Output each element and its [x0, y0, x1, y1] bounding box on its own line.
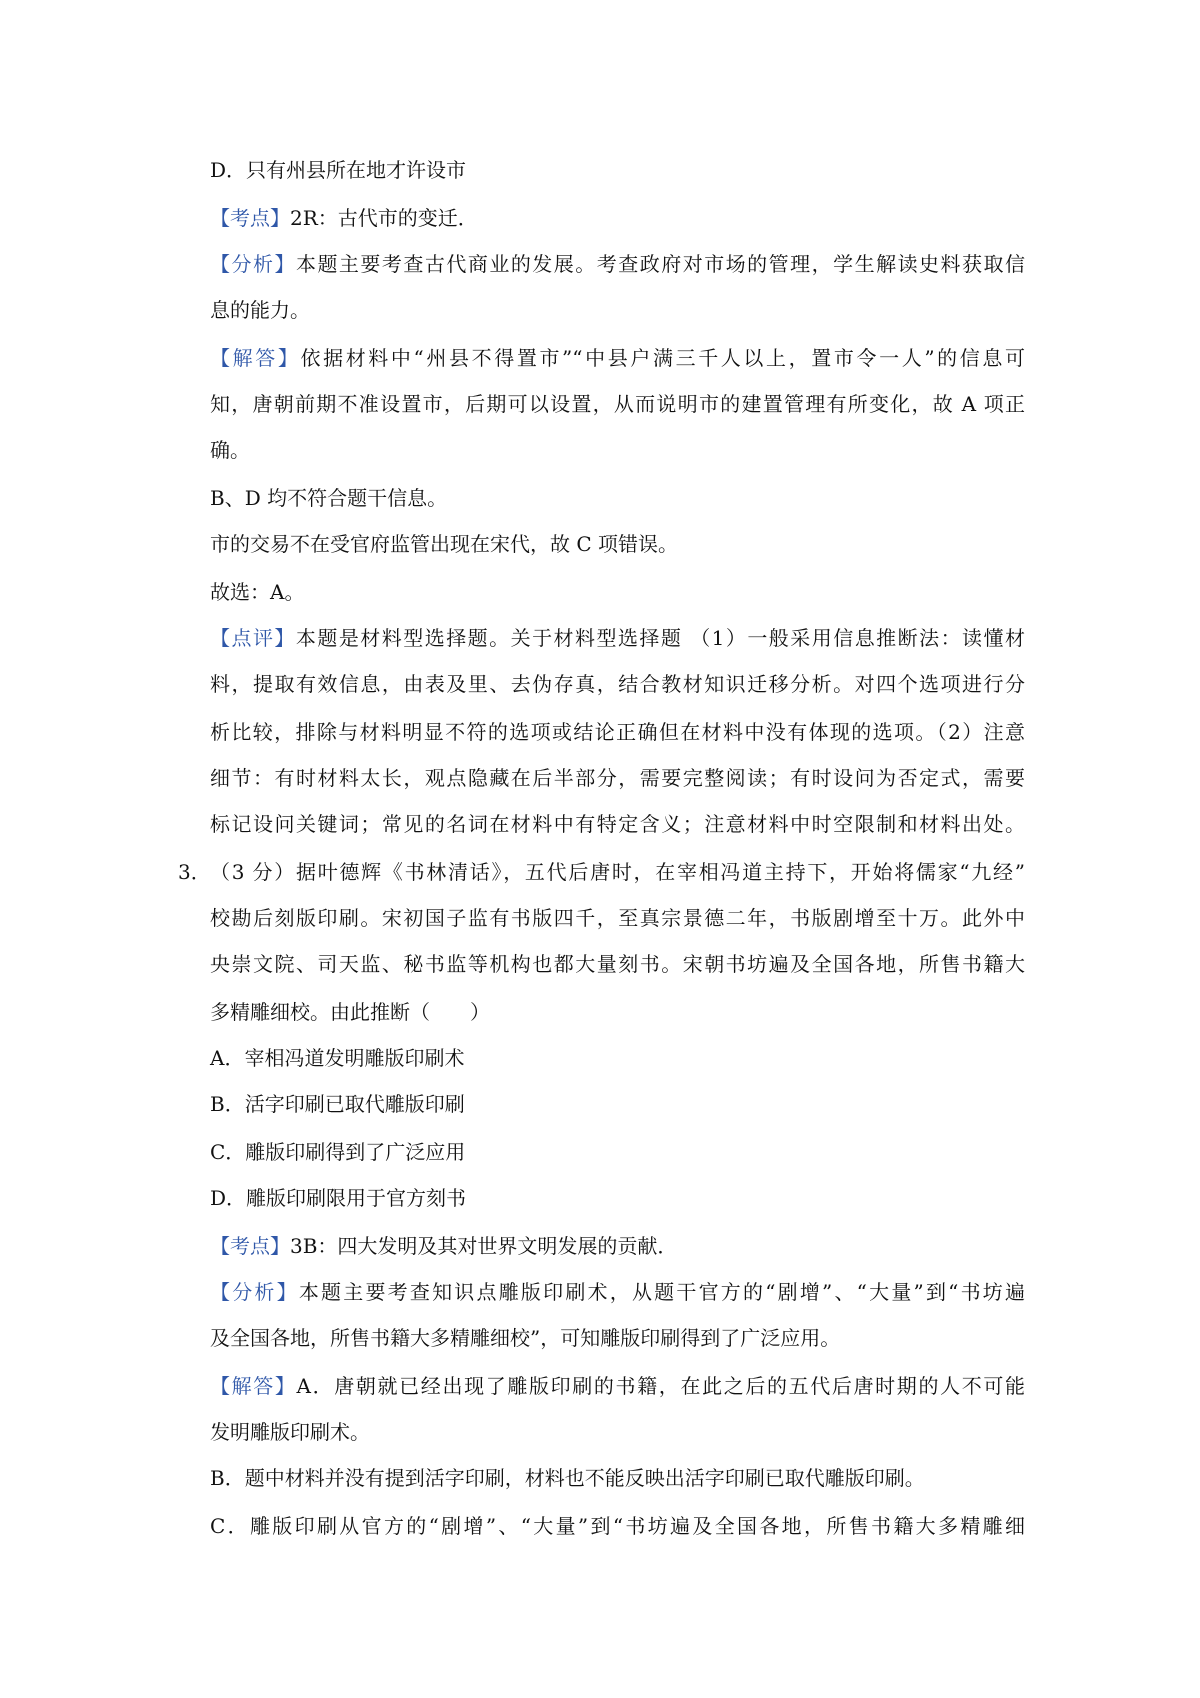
q3-jieda-line3: B．题中材料并没有提到活字印刷，材料也不能反映出活字印刷已取代雕版印刷。 [210, 1466, 925, 1490]
q3-stem-line1: （3 分）据叶德辉《书林清话》，五代后唐时，在宰相冯道主持下，开始将儒家“九经” [210, 860, 1025, 884]
dianping-text: 本题是材料型选择题。关于材料型选择题 （1）一般采用信息推断法：读懂材 [295, 626, 1025, 650]
kaodian-text: 3B：四大发明及其对世界文明发展的贡献． [290, 1234, 678, 1258]
q2-kaodian [210, 204, 1025, 232]
q3-number: 3． [178, 860, 211, 884]
fenxi-tag: 【分析】 [210, 1280, 299, 1304]
jieda-tag: 【解答】 [210, 1374, 297, 1398]
q2-jieda-line2: 知，唐朝前期不准设置市，后期可以设置，从而说明市的建置管理有所变化，故 A 项正 [210, 392, 1025, 416]
jieda-text: 依据材料中“州县不得置市”“中县户满三千人以上，置市令一人”的信息可 [300, 346, 1026, 370]
q3-stem-line3: 央崇文院、司天监、秘书监等机构也都大量刻书。宋朝书坊遍及全国各地，所售书籍大 [210, 952, 1025, 976]
fenxi-text: 本题主要考查古代商业的发展。考查政府对市场的管理，学生解读史料获取信 [295, 252, 1026, 276]
q2-jieda-line4: B、D 均不符合题干信息。 [210, 486, 448, 510]
q2-dianping-line5: 标记设问关键词；常见的名词在材料中有特定含义；注意材料中时空限制和材料出处。 [210, 812, 1025, 836]
q2-jieda-line3: 确。 [210, 438, 250, 462]
fenxi-tag: 【分析】 [210, 252, 296, 276]
q2-dianping-line3: 析比较，排除与材料明显不符的选项或结论正确但在材料中没有体现的选项。（2）注意 [210, 720, 1025, 744]
q2-jieda-line1 [210, 344, 1025, 372]
fenxi-text: 本题主要考查知识点雕版印刷术，从题干官方的“剧增”、“大量”到“书坊遍 [298, 1280, 1026, 1304]
kaodian-tag: 【考点】 [210, 206, 290, 230]
q2-jieda-line5: 市的交易不在受官府监管出现在宋代，故 C 项错误。 [210, 532, 679, 556]
q2-dianping-line2: 料，提取有效信息，由表及里、去伪存真，结合教材知识迁移分析。对四个选项进行分 [210, 672, 1025, 696]
q3-option-b: B．活字印刷已取代雕版印刷 [210, 1092, 465, 1116]
q3-stem-line4: 多精雕细校。由此推断（ ） [210, 1000, 490, 1024]
q3-option-d: D．雕版印刷限用于官方刻书 [210, 1186, 467, 1210]
q2-fenxi-line2: 息的能力。 [210, 298, 310, 322]
q3-kaodian [210, 1232, 1025, 1260]
q3-option-a: A．宰相冯道发明雕版印刷术 [210, 1046, 465, 1070]
jieda-text: A．唐朝就已经出现了雕版印刷的书籍，在此之后的五代后唐时期的人不可能 [296, 1374, 1025, 1398]
q2-dianping-line1 [210, 624, 1025, 652]
q2-fenxi-line1 [210, 250, 1025, 278]
kaodian-text: 2R：古代市的变迁． [290, 206, 478, 230]
q2-jieda-line6: 故选：A。 [210, 580, 305, 604]
q2-option-d: D．只有州县所在地才许设市 [210, 158, 467, 182]
q3-jieda-line4: C．雕版印刷从官方的“剧增”、“大量”到“书坊遍及全国各地，所售书籍大多精雕细 [210, 1514, 1025, 1538]
q3-fenxi-line1 [210, 1278, 1025, 1306]
q3-jieda-line1 [210, 1372, 1025, 1400]
jieda-tag: 【解答】 [210, 346, 301, 370]
q2-dianping-line4: 细节：有时材料太长，观点隐藏在后半部分，需要完整阅读；有时设问为否定式，需要 [210, 766, 1025, 790]
kaodian-tag: 【考点】 [210, 1234, 290, 1258]
q3-jieda-line2: 发明雕版印刷术。 [210, 1420, 370, 1444]
q3-option-c: C．雕版印刷得到了广泛应用 [210, 1140, 466, 1164]
q3-stem-line2: 校勘后刻版印刷。宋初国子监有书版四千，至真宗景德二年，书版剧增至十万。此外中 [210, 906, 1025, 930]
dianping-tag: 【点评】 [210, 626, 296, 650]
q3-fenxi-line2: 及全国各地，所售书籍大多精雕细校”，可知雕版印刷得到了广泛应用。 [210, 1326, 841, 1350]
